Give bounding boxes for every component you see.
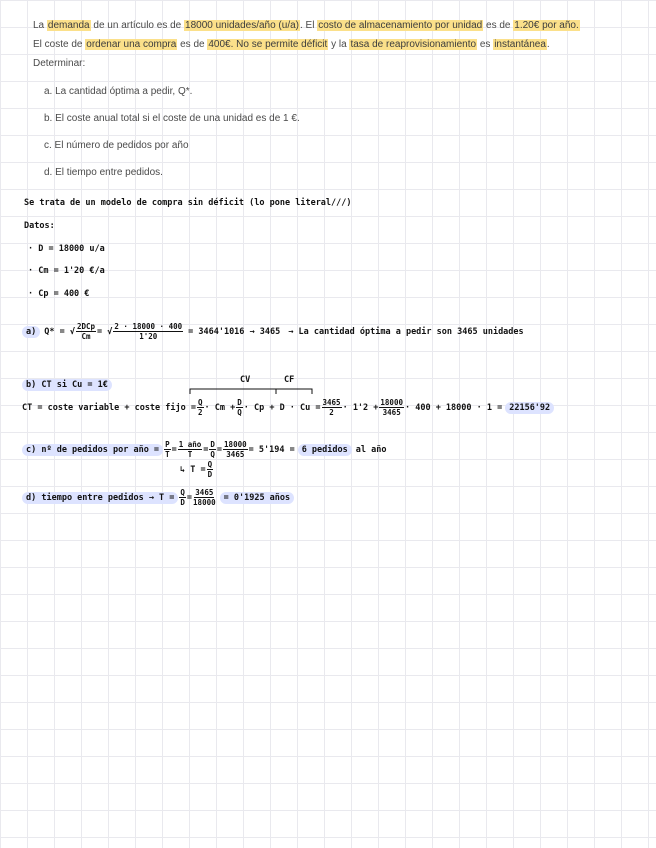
c-value: = 5'194 = [248,444,295,455]
b-heading: b) CT si Cu = 1€ [22,379,112,391]
denominator: T [165,450,170,459]
highlight-demanda: demanda [47,20,90,31]
question-c: c. El número de pedidos por año [44,140,189,151]
d-result: = 0'1925 años [220,492,295,504]
denominator: 2 [329,408,334,417]
c-after: al año [355,444,387,455]
denominator: D [207,470,213,479]
d-heading: d) tiempo entre pedidos → T = [22,492,178,504]
c-eq3: = [216,444,223,455]
text: El coste de [33,39,86,50]
question-d: d. El tiempo entre pedidos. [44,167,163,178]
b-term2: · Cp + D · Cu = [243,402,321,413]
highlight-instant: instantánea [494,39,546,50]
text: es de [483,20,514,31]
b-term3: · 1'2 + [342,402,379,413]
denominator: 18000 [193,498,216,507]
label-a: a) [22,326,40,338]
text: y la [328,39,350,50]
a-result: = 3464'1016 → 3465 [188,326,281,337]
numerator: Q [207,460,213,469]
datum-demand: · D = 18000 u/a [28,244,105,254]
denominator: Cm [81,332,91,341]
text: de un artículo es de [90,20,185,31]
highlight-quantity: 18000 unidades/año (u/a) [185,20,299,31]
sub-t: T = [190,464,206,475]
highlight-order-cost: ordenar una compra [86,39,177,50]
question-b: b. El coste anual total si el coste de una unidad es de 1 €. [44,113,300,124]
denominator: D [180,498,185,507]
numerator: 18000 [380,398,403,407]
denominator: 3465 [382,408,401,417]
numerator: 3465 [195,488,214,497]
numerator: D [237,398,242,407]
q-star: Q* = √ [44,326,75,337]
denominator: Q [237,408,242,417]
highlight-120: 1.20€ por año. [514,20,579,31]
datum-storage: · Cm = 1'20 €/a [28,266,105,276]
b-result: 22156'92 [505,402,554,414]
denominator: 3465 [226,450,245,459]
numerator: 2DCp [76,322,96,331]
text: . El [300,20,318,31]
cv-bracket [190,389,276,394]
numerator: 2 · 18000 · 400 [114,322,183,331]
denominator: 1'20 [139,332,158,341]
sub-arrow-icon: ↳ [180,464,191,475]
text: es [477,39,494,50]
numerator: D [210,440,215,449]
cf-bracket [276,389,312,394]
c-eq2: = [203,444,209,455]
numerator: P [165,440,170,449]
intro-note: Se trata de un modelo de compra sin déficit (lo pone literal///) [24,198,352,208]
denominator: T [187,450,193,459]
numerator: 3465 [322,398,341,407]
numerator: Q [198,398,203,407]
cf-label: CF [284,375,295,385]
denominator: 2 [198,408,203,417]
highlight-400: 400€. No se permite déficit [208,39,328,50]
determinar-label: Determinar: [33,58,86,69]
highlight-storage-cost: costo de almacenamiento por unidad [318,20,483,31]
text: . [546,39,550,50]
text: es de [177,39,208,50]
c-heading: c) nº de pedidos por año = [22,444,163,456]
c-result: 6 pedidos [298,444,352,456]
c-eq1: = [171,444,177,455]
numerator: 1 año [178,440,202,449]
numerator: 18000 [224,440,247,449]
numerator: Q [180,488,185,497]
b-term4: · 400 + 18000 · 1 = [404,402,503,413]
a-conclusion: → La cantidad óptima a pedir son 3465 unidades [288,326,524,337]
equals-sqrt: = √ [97,326,113,337]
datum-order: · Cp = 400 € [28,289,90,299]
cv-label: CV [240,375,251,385]
datos-label: Datos: [24,221,55,231]
b-term1: · Cm + [204,402,236,413]
highlight-rate: tasa de reaprovisionamiento [350,39,477,50]
question-a: a. La cantidad óptima a pedir, Q*. [44,86,193,97]
d-eq: = [186,492,193,503]
text: La [33,20,47,31]
denominator: Q [210,450,215,459]
b-definition: CT = coste variable + coste fijo = [22,402,196,413]
